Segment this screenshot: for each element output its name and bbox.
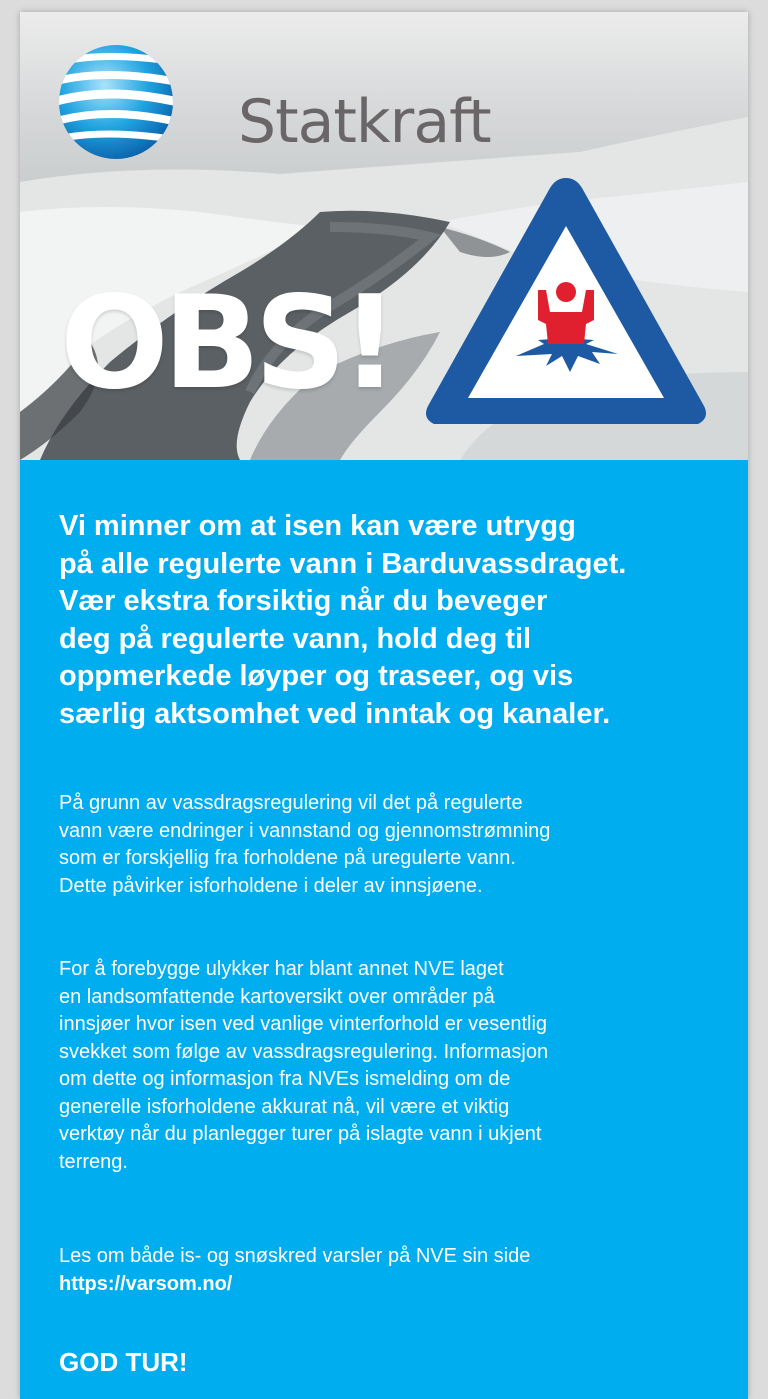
obs-headline: OBS!	[60, 269, 393, 418]
lead-line: særlig aktsomhet ved inntak og kanaler.	[59, 697, 611, 730]
statkraft-logo[interactable]	[58, 42, 498, 157]
paragraph-varsom	[59, 1243, 739, 1298]
hero-banner	[20, 12, 748, 460]
paragraph-line: vann være endringer i vannstand og gjennomstrømning	[59, 819, 551, 842]
varsom-link[interactable]: https://varsom.no/	[59, 1272, 233, 1295]
thin-ice-warning-icon	[418, 168, 714, 438]
paragraph-line: terreng.	[59, 1150, 128, 1173]
paragraph-line: verktøy når du planlegger turer på islagte vann i ukjent	[59, 1123, 542, 1145]
notice-page	[20, 12, 748, 1399]
paragraph-line: om dette og informasjon fra NVEs ismelding om de	[59, 1068, 511, 1090]
paragraph-line: innsjøer hvor isen ved vanlige vinterforhold er vesentlig	[59, 1013, 548, 1035]
paragraph-line: På grunn av vassdragsregulering vil det på regulerte	[59, 792, 523, 814]
lead-line: på alle regulerte vann i Barduvassdraget.	[59, 547, 627, 580]
closing-greeting: GOD TUR!	[59, 1347, 188, 1377]
paragraph-line: generelle isforholdene akkurat nå, vil være et viktig	[59, 1095, 510, 1118]
paragraph-line: Les om både is- og snøskred varsler på NVE sin side	[59, 1245, 531, 1267]
paragraph-line: Dette påvirker isforholdene i deler av innsjøene.	[59, 874, 483, 897]
paragraph-line: en landsomfattende kartoversikt over områder på	[59, 985, 495, 1008]
notice-content	[20, 460, 748, 1399]
brand-name: Statkraft	[238, 87, 491, 157]
lead-line: oppmerkede løyper og traseer, og vis	[59, 660, 574, 692]
paragraph-line: svekket som følge av vassdragsregulering. Informasjon	[59, 1040, 549, 1063]
paragraph-nve-map	[59, 956, 739, 1176]
paragraph-regulation	[59, 790, 739, 900]
statkraft-globe-icon	[58, 42, 178, 162]
lead-line: deg på regulerte vann, hold deg til	[59, 622, 532, 655]
lead-line: Vær ekstra forsiktig når du beveger	[59, 585, 548, 617]
lead-message	[59, 508, 739, 733]
paragraph-line: For å forebygge ulykker har blant annet NVE laget	[59, 958, 504, 980]
paragraph-line: som er forskjellig fra forholdene på uregulerte vann.	[59, 847, 516, 869]
lead-line: Vi minner om at isen kan være utrygg	[59, 510, 576, 542]
